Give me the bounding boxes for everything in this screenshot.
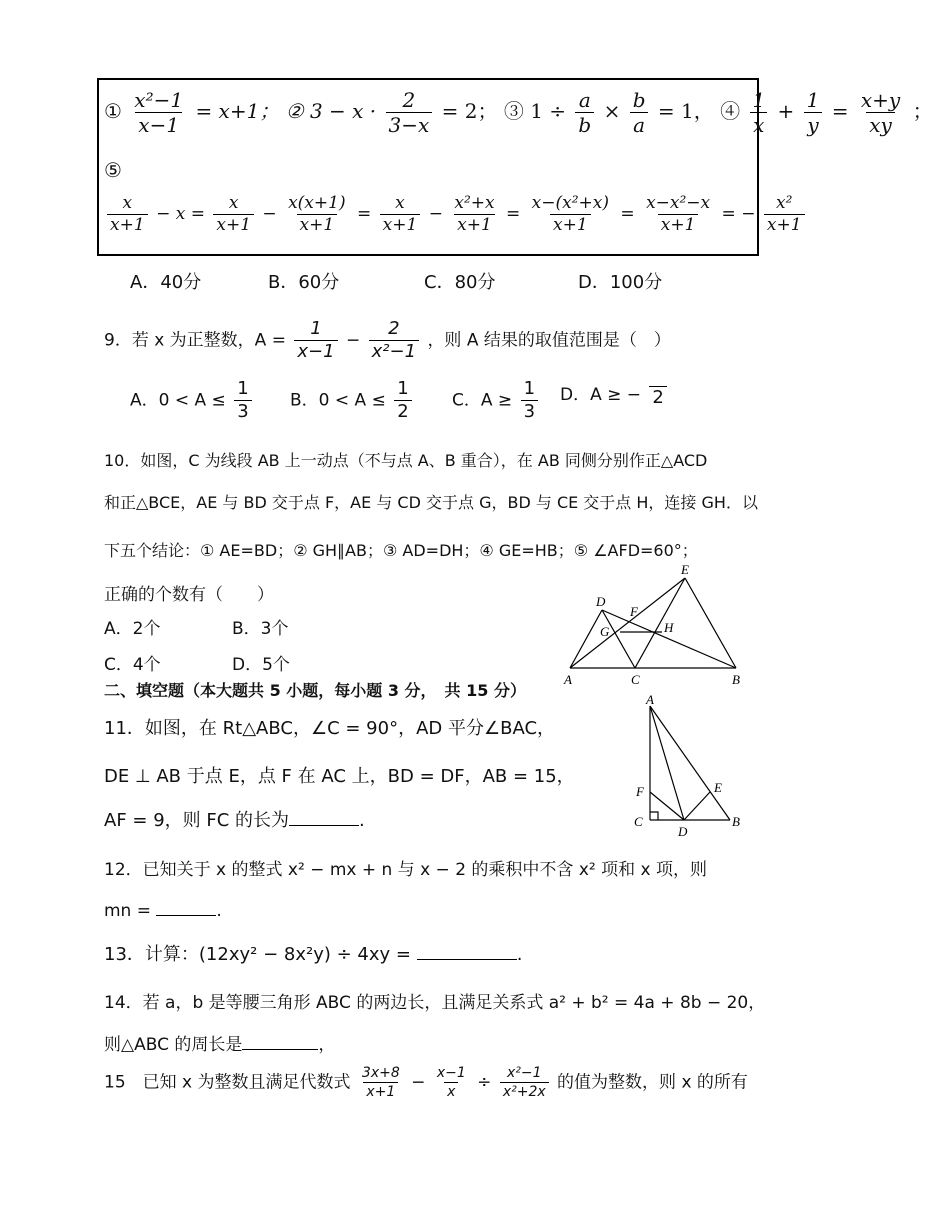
q10-option-d: D．5个 <box>232 655 290 675</box>
fraction: $\frac{\text{x²−1}}{x-1}$ <box>134 88 184 137</box>
fraction: $\frac{1}{x}$ <box>749 90 768 135</box>
equation-line-1: ① $\frac{\text{x²−1}}{x-1}$ = x+1； ② 3 − x · $\frac{2}{3-x}$ = 2； ③ 1 ÷ $\frac{a}{b}$ × $\frac{b}{a}$ = 1， ④ $\frac{1}{x}$ + $\frac{1}{y}$ = $\frac{x+y}{xy}$ ； <box>104 88 933 137</box>
q10-option-b: B．3个 <box>232 619 289 639</box>
fraction: $\frac{1}{2}$ <box>394 380 411 421</box>
label-g: G <box>600 624 610 639</box>
q14-line-1: 14．若 a，b 是等腰三角形 ABC 的两边长，且满足关系式 a² + b² = 4a + 8b − 20， <box>104 993 766 1013</box>
fraction: $\frac{\text{x−x²−x}}{x+1}$ <box>646 193 711 235</box>
label-e: E <box>714 780 722 795</box>
fraction: $\frac{3x+8}{x+1}$ <box>361 1065 400 1100</box>
label-c: C <box>634 814 643 829</box>
q11-line-3: AF = 9，则 FC 的长为 . <box>104 806 365 832</box>
section-2-heading: 二、填空题（本大题共 5 小题，每小题 3 分， 共 15 分） <box>104 681 526 700</box>
q10-line-4: 正确的个数有（ ） <box>104 585 274 605</box>
q11-figure <box>628 692 748 840</box>
fraction: $\frac{2}{\text{x²−1}}$ <box>369 320 419 361</box>
q10-line-1: 10．如图，C 为线段 AB 上一动点（不与点 A、B 重合），在 AB 同侧分别作正△ACD <box>104 451 708 470</box>
segment-ce <box>635 578 685 668</box>
answer-blank[interactable] <box>417 941 517 960</box>
q10-figure <box>560 560 750 688</box>
q9-option-a: A．0 < A ≤ $\frac{1}{3}$ <box>130 380 255 421</box>
fraction: $\frac{x}{x+1}$ <box>213 195 254 234</box>
q10-option-a: A．2个 <box>104 619 161 639</box>
q10-option-c: C．4个 <box>104 655 161 675</box>
segment-de <box>684 792 710 820</box>
q15-line: 15 已知 x 为整数且满足代数式 $\frac{3x+8}{x+1}$ − $\frac{x-1}{x}$ ÷ $\frac{\text{x²−1}}{\text{x²+2x}}$ 的值为整数，则 x 的所有 <box>104 1065 748 1100</box>
fraction: $\frac{1}{3}$ <box>521 380 538 421</box>
fraction: $\frac{x-1}{x}$ <box>436 1065 466 1100</box>
q12-line-1: 12．已知关于 x 的整式 x² − mx + n 与 x − 2 的乘积中不含 x² 项和 x 项，则 <box>104 860 707 880</box>
q8-option-a: A．40分 <box>130 272 202 293</box>
q11-line-1: 11．如图，在 Rt△ABC，∠C = 90°，AD 平分∠BAC， <box>104 718 556 739</box>
fraction: $\frac{1}{y}$ <box>804 90 823 135</box>
fraction: $\frac{x(x+1)}{x+1}$ <box>288 193 346 235</box>
fraction: $\frac{\text{x²−1}}{\text{x²+2x}}$ <box>500 1066 549 1099</box>
equation-line-3: $\frac{x}{x+1}$ − x = $\frac{x}{x+1}$ − $\frac{x(x+1)}{x+1}$ = $\frac{x}{x+1}$ − $\frac{\text{x²+x}}{x+1}$ = $\frac{\text{x−(x²+x)}}{x+1}$ = $\frac{\text{x−x²−x}}{x+1}$ = − $\frac{\text{x²}}{x+1}$ <box>104 195 808 234</box>
fraction: $\frac{x}{x+1}$ <box>380 195 421 234</box>
q8-option-c: C．80分 <box>424 272 496 293</box>
segment-ab <box>650 706 730 820</box>
label-b: B <box>732 814 740 829</box>
q9-option-d: D．A ≥ − 2 <box>560 380 670 407</box>
fraction: $\frac{x+y}{xy}$ <box>860 88 901 137</box>
q8-option-b: B．60分 <box>268 272 340 293</box>
q11-line-2: DE ⊥ AB 于点 E，点 F 在 AC 上，BD = DF，AB = 15， <box>104 766 575 787</box>
right-angle-mark <box>650 812 658 820</box>
q10-line-2: 和正△BCE，AE 与 BD 交于点 F，AE 与 CD 交于点 G，BD 与 CE 交于点 H，连接 GH．以 <box>104 493 758 512</box>
q14-line-2: 则△ABC 的周长是 ， <box>104 1030 335 1055</box>
fraction: $\frac{a}{b}$ <box>575 90 594 135</box>
label-f: F <box>630 604 638 619</box>
label-d: D <box>678 824 688 839</box>
label-a: A <box>564 672 572 687</box>
label-h: H <box>664 620 674 635</box>
q10-line-3: 下五个结论：① AE=BD；② GH∥AB；③ AD=DH；④ GE=HB；⑤ ∠AFD=60°； <box>104 541 698 560</box>
q13-line: 13．计算：(12xy² − 8x²y) ÷ 4xy = . <box>104 940 522 966</box>
fraction: $\frac{\text{x²+x}}{x+1}$ <box>454 193 495 235</box>
fraction: $\frac{2}{3-x}$ <box>386 90 433 135</box>
fraction: $\frac{1}{x-1}$ <box>294 320 337 361</box>
label-d: D <box>596 594 606 609</box>
fraction: $\frac{b}{a}$ <box>630 90 649 135</box>
fraction: $\frac{\text{x−(x²+x)}}{x+1}$ <box>531 193 609 235</box>
answer-blank[interactable] <box>242 1031 318 1050</box>
segment-ad <box>570 610 602 668</box>
q12-line-2: mn = . <box>104 897 222 921</box>
q9-option-b: B．0 < A ≤ $\frac{1}{2}$ <box>290 380 415 421</box>
segment-fd <box>650 792 684 820</box>
label-a: A <box>646 692 654 707</box>
label-f: F <box>636 784 644 799</box>
equation-line-2: ⑤ <box>104 158 122 182</box>
fraction: $\frac{x}{x+1}$ <box>107 195 148 234</box>
q9-option-c: C．A ≥ $\frac{1}{3}$ <box>452 380 541 421</box>
segment-ad <box>650 706 684 820</box>
answer-blank[interactable] <box>156 897 216 916</box>
label-e: E <box>681 562 689 577</box>
fraction: $\frac{\text{x²}}{x+1}$ <box>764 195 805 234</box>
label-c: C <box>631 672 640 687</box>
q9-stem: 9．若 x 为正整数，A = $\frac{1}{x-1}$ − $\frac{2}{\text{x²−1}}$ ，则 A 结果的取值范围是（ ） <box>104 318 671 362</box>
fraction: 2 <box>649 384 666 407</box>
segment-bd <box>602 610 736 668</box>
answer-blank[interactable] <box>289 807 359 826</box>
segment-eb <box>685 578 736 668</box>
q8-option-d: D．100分 <box>578 272 663 293</box>
label-b: B <box>732 672 740 687</box>
fraction: $\frac{1}{3}$ <box>234 380 251 421</box>
